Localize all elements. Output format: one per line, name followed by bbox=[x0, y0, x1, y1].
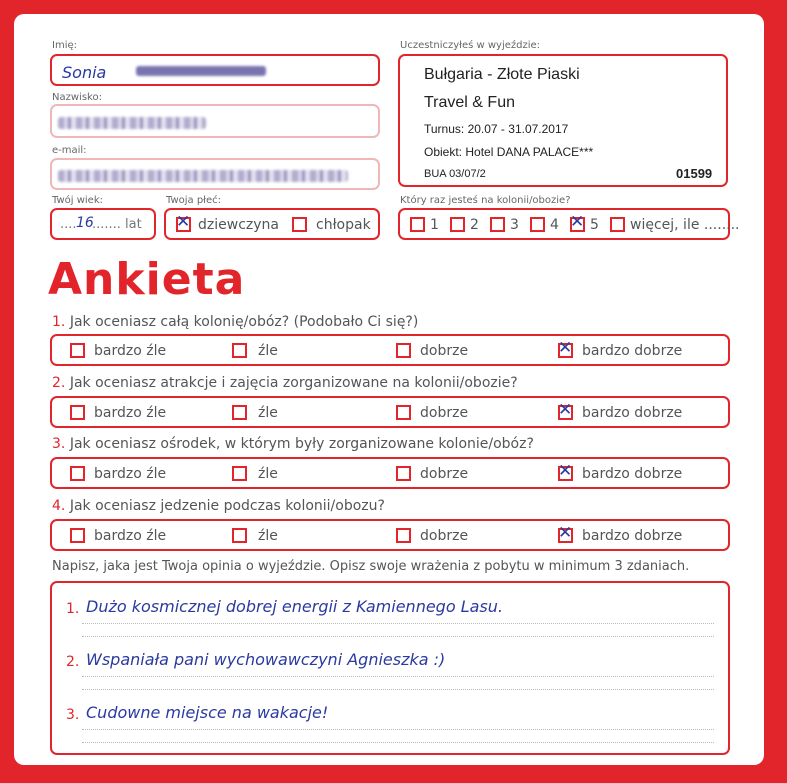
answer-option-bad: źle bbox=[258, 405, 278, 421]
question-text: Jak oceniasz ośrodek, w którym były zorganizowane kolonie/obóz? bbox=[69, 436, 534, 452]
answer-checkbox-bad[interactable] bbox=[232, 528, 247, 543]
survey-title: Ankieta bbox=[48, 254, 246, 305]
answer-option-very-good: bardzo dobrze bbox=[582, 343, 683, 359]
answer-option-very-bad: bardzo źle bbox=[94, 343, 167, 359]
opinion-line-number: 2. bbox=[66, 654, 80, 670]
email-label: e-mail: bbox=[52, 145, 87, 156]
gender-field bbox=[164, 208, 380, 240]
name-field[interactable] bbox=[50, 54, 380, 86]
answer-option-bad: źle bbox=[258, 343, 278, 359]
answer-option-good: dobrze bbox=[420, 343, 469, 359]
check-mark-icon: ✕ bbox=[176, 212, 191, 232]
times-option-2: 2 bbox=[470, 217, 479, 233]
opinion-prompt: Napisz, jaka jest Twoja opinia o wyjeździe. Opisz swoje wrażenia z pobytu w minimum 3 zdaniach. bbox=[52, 559, 690, 574]
opinion-line-number: 1. bbox=[66, 601, 80, 617]
opinion-line-2: Wspaniała pani wychowawczyni Agnieszka :) bbox=[86, 650, 446, 669]
answer-checkbox-very-good[interactable] bbox=[558, 400, 573, 420]
opinion-box[interactable] bbox=[50, 581, 730, 755]
age-label: Twój wiek: bbox=[52, 195, 103, 206]
times-checkbox-more[interactable] bbox=[610, 217, 625, 232]
age-field[interactable] bbox=[50, 208, 156, 240]
surname-scribble bbox=[136, 66, 266, 76]
answer-checkbox-bad[interactable] bbox=[232, 466, 247, 481]
answer-checkbox-very-good[interactable] bbox=[558, 523, 573, 543]
answer-checkbox-bad[interactable] bbox=[232, 343, 247, 358]
answer-row-3 bbox=[50, 457, 730, 489]
dotted-line bbox=[82, 689, 714, 690]
times-option-3: 3 bbox=[510, 217, 519, 233]
times-checkbox-3[interactable] bbox=[490, 217, 505, 232]
answer-checkbox-very-good[interactable] bbox=[558, 461, 573, 481]
question-number: 4. bbox=[52, 498, 66, 514]
dotted-line bbox=[82, 636, 714, 637]
gender-option-female: dziewczyna bbox=[198, 217, 279, 233]
age-value: 16 bbox=[76, 215, 94, 231]
answer-option-good: dobrze bbox=[420, 405, 469, 421]
name-value: Sonia bbox=[62, 63, 107, 82]
dotted-line bbox=[82, 623, 714, 624]
check-mark-icon: ✕ bbox=[558, 400, 573, 420]
opinion-line-1: Dużo kosmicznej dobrej energii z Kamiennego Lasu. bbox=[86, 597, 503, 616]
question-number: 3. bbox=[52, 436, 66, 452]
times-label: Który raz jesteś na kolonii/obozie? bbox=[400, 195, 571, 206]
question-text: Jak oceniasz całą kolonię/obóz? (Podobało Ci się?) bbox=[69, 314, 419, 330]
answer-option-very-good: bardzo dobrze bbox=[582, 528, 683, 544]
gender-label: Twoja płeć: bbox=[166, 195, 222, 206]
times-option-1: 1 bbox=[430, 217, 439, 233]
times-checkbox-4[interactable] bbox=[530, 217, 545, 232]
age-prefix: .... bbox=[60, 217, 77, 232]
email-field[interactable] bbox=[50, 158, 380, 190]
times-option-more: więcej, ile ........ bbox=[630, 217, 740, 233]
answer-row-2 bbox=[50, 396, 730, 428]
trip-turnus: Turnus: 20.07 - 31.07.2017 bbox=[424, 122, 569, 136]
question-1 bbox=[52, 314, 418, 330]
answer-checkbox-very-bad[interactable] bbox=[70, 528, 85, 543]
question-number: 1. bbox=[52, 314, 66, 330]
answer-checkbox-bad[interactable] bbox=[232, 405, 247, 420]
times-checkbox-1[interactable] bbox=[410, 217, 425, 232]
answer-option-good: dobrze bbox=[420, 528, 469, 544]
answer-row-1 bbox=[50, 334, 730, 366]
trip-object: Obiekt: Hotel DANA PALACE*** bbox=[424, 145, 594, 159]
answer-option-very-good: bardzo dobrze bbox=[582, 466, 683, 482]
gender-option-male: chłopak bbox=[316, 217, 371, 233]
surname-redacted bbox=[58, 117, 206, 129]
answer-option-very-bad: bardzo źle bbox=[94, 528, 167, 544]
dotted-line bbox=[82, 676, 714, 677]
check-mark-icon: ✕ bbox=[558, 523, 573, 543]
answer-row-4 bbox=[50, 519, 730, 551]
question-2 bbox=[52, 375, 518, 391]
answer-checkbox-very-bad[interactable] bbox=[70, 405, 85, 420]
email-redacted bbox=[58, 170, 348, 182]
question-text: Jak oceniasz atrakcje i zajęcia zorganizowane na kolonii/obozie? bbox=[69, 375, 518, 391]
surname-field[interactable] bbox=[50, 104, 380, 138]
answer-checkbox-good[interactable] bbox=[396, 343, 411, 358]
times-option-4: 4 bbox=[550, 217, 559, 233]
trip-destination: Bułgaria - Złote Piaski bbox=[424, 66, 580, 83]
answer-checkbox-very-good[interactable] bbox=[558, 338, 573, 358]
dotted-line bbox=[82, 742, 714, 743]
question-text: Jak oceniasz jedzenie podczas kolonii/obozu? bbox=[69, 498, 385, 514]
trip-box bbox=[398, 54, 728, 187]
question-4 bbox=[52, 498, 385, 514]
answer-checkbox-good[interactable] bbox=[396, 405, 411, 420]
name-label: Imię: bbox=[52, 40, 77, 51]
age-suffix: ....... lat bbox=[92, 217, 142, 232]
times-option-5: 5 bbox=[590, 217, 599, 233]
answer-option-very-bad: bardzo źle bbox=[94, 405, 167, 421]
answer-checkbox-good[interactable] bbox=[396, 528, 411, 543]
trip-number: 01599 bbox=[676, 166, 713, 181]
question-3 bbox=[52, 436, 534, 452]
opinion-line-3: Cudowne miejsce na wakacje! bbox=[86, 703, 329, 722]
answer-option-good: dobrze bbox=[420, 466, 469, 482]
answer-option-bad: źle bbox=[258, 528, 278, 544]
answer-option-very-bad: bardzo źle bbox=[94, 466, 167, 482]
answer-checkbox-good[interactable] bbox=[396, 466, 411, 481]
opinion-line-number: 3. bbox=[66, 707, 80, 723]
gender-checkbox-female[interactable] bbox=[176, 212, 191, 232]
answer-option-bad: źle bbox=[258, 466, 278, 482]
dotted-line bbox=[82, 729, 714, 730]
surname-label: Nazwisko: bbox=[52, 92, 102, 103]
times-checkbox-2[interactable] bbox=[450, 217, 465, 232]
answer-checkbox-very-bad[interactable] bbox=[70, 466, 85, 481]
trip-label: Uczestniczyłeś w wyjeździe: bbox=[400, 40, 541, 51]
check-mark-icon: ✕ bbox=[558, 461, 573, 481]
check-mark-icon: ✕ bbox=[570, 212, 585, 232]
trip-code: BUA 03/07/2 bbox=[424, 168, 486, 180]
question-number: 2. bbox=[52, 375, 66, 391]
answer-option-very-good: bardzo dobrze bbox=[582, 405, 683, 421]
times-field bbox=[398, 208, 740, 240]
trip-organizer: Travel & Fun bbox=[424, 94, 515, 111]
gender-checkbox-male[interactable] bbox=[292, 217, 307, 232]
check-mark-icon: ✕ bbox=[558, 338, 573, 358]
answer-checkbox-very-bad[interactable] bbox=[70, 343, 85, 358]
times-checkbox-5[interactable] bbox=[570, 212, 585, 232]
